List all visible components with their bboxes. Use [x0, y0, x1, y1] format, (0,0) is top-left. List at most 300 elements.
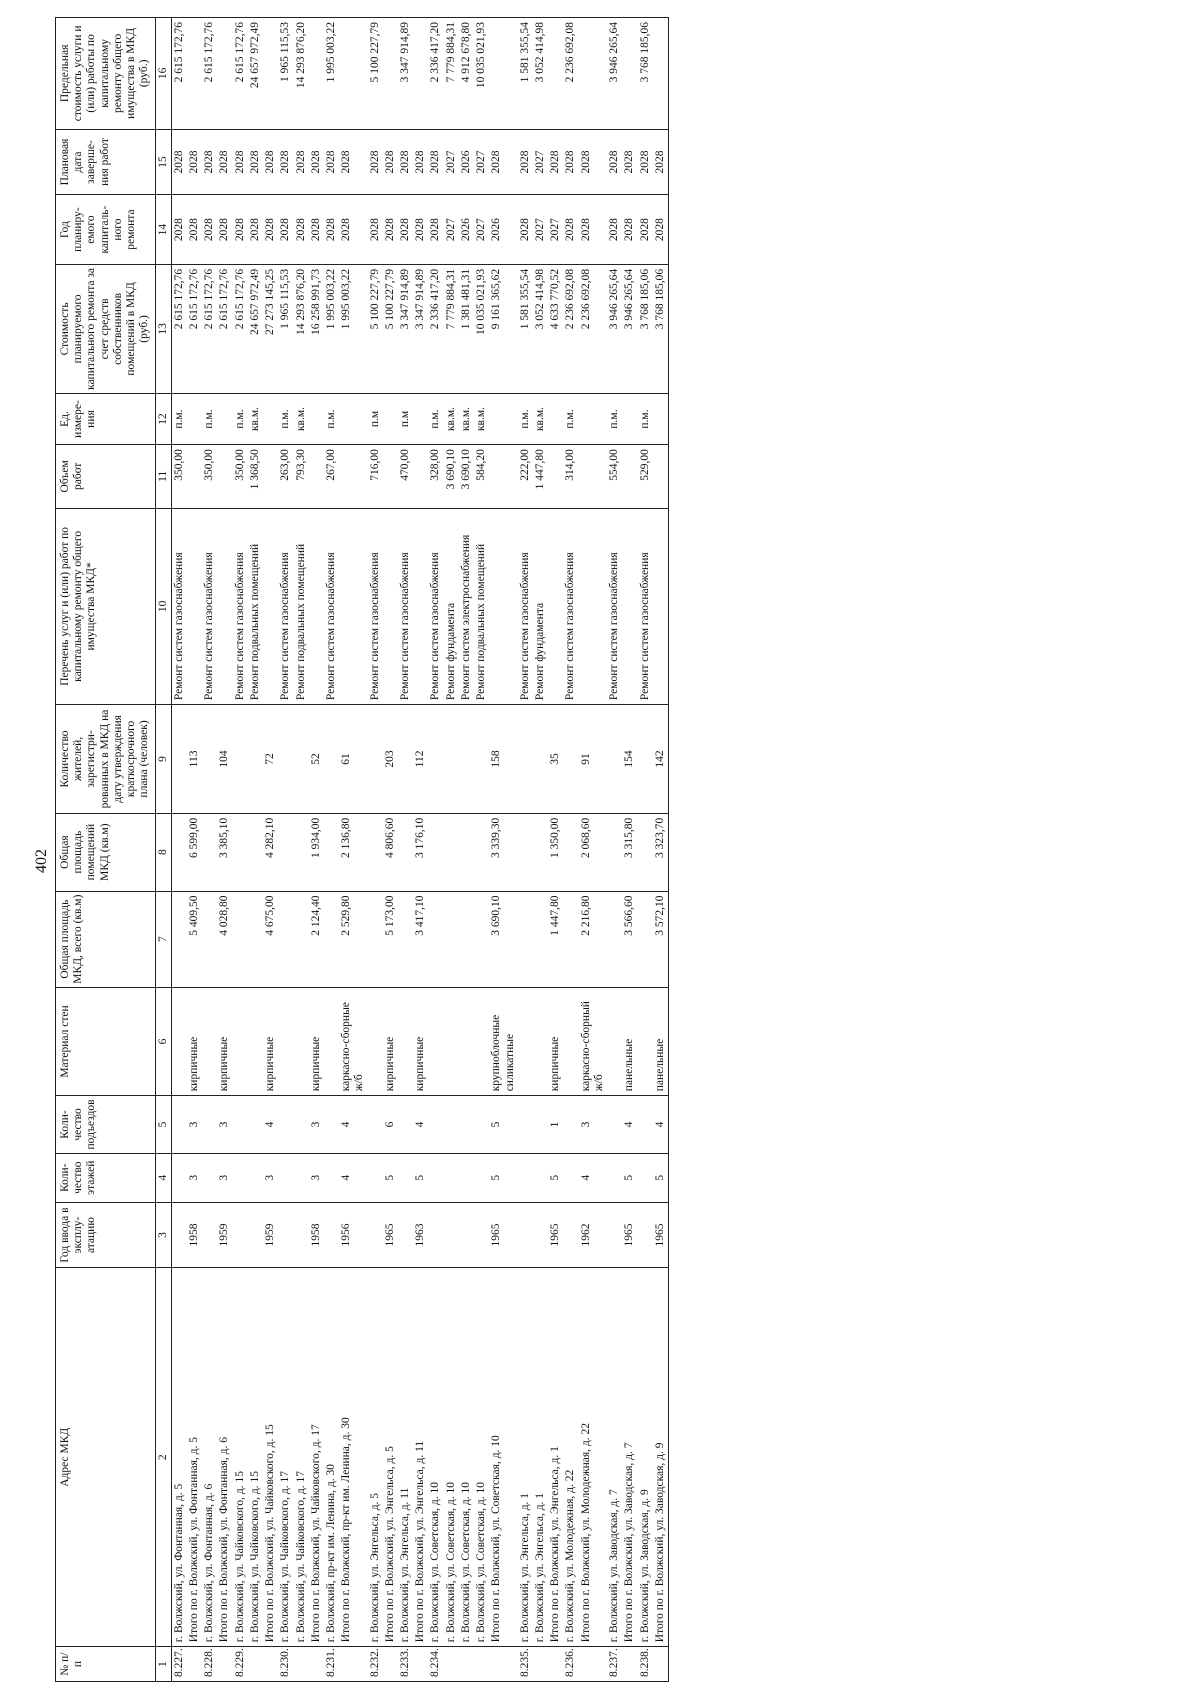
volume-cell: 3 690,10 — [444, 445, 459, 508]
unit-cell: п.м. — [638, 393, 653, 444]
row-number: 8.234. — [428, 1647, 443, 1682]
floors-cell: 4 — [579, 1153, 607, 1202]
column-number: 15 — [155, 129, 171, 195]
residents-cell: 154 — [622, 705, 637, 814]
year-cell — [428, 1202, 443, 1268]
table-row — [474, 18, 489, 1682]
total-area-cell: 5 409,50 — [187, 891, 202, 987]
table-row — [294, 18, 309, 1682]
total-area-cell — [638, 891, 653, 987]
work-type-cell: Ремонт систем газоснабжения — [518, 508, 533, 705]
year-cell — [233, 1202, 248, 1268]
limit-cost-cell: 2 615 172,76 — [171, 18, 187, 130]
year-cell — [171, 1202, 187, 1268]
entrances-cell — [233, 1096, 248, 1153]
work-type-cell: Ремонт подвальных помещений — [474, 508, 489, 705]
floors-cell — [248, 1153, 263, 1202]
year-cell: 1965 — [489, 1202, 517, 1268]
year-cell — [533, 1202, 548, 1268]
premises-area-cell: 3 323,70 — [653, 813, 669, 891]
column-header: Общая площадь помещений МКД (кв.м) — [56, 813, 156, 891]
limit-cost-cell: 7 779 884,31 — [444, 18, 459, 130]
address-cell: г. Волжский, ул. Советская, д. 10 — [474, 1268, 489, 1647]
work-type-cell — [579, 508, 607, 705]
table-row — [217, 18, 232, 1682]
floors-cell: 3 — [263, 1153, 278, 1202]
table-row — [233, 18, 248, 1682]
total-area-cell — [248, 891, 263, 987]
total-area-cell — [444, 891, 459, 987]
volume-cell: 350,00 — [171, 445, 187, 508]
work-type-cell: Ремонт фундамента — [533, 508, 548, 705]
address-cell: Итого по г. Волжский, ул. Энгельса, д. 11 — [413, 1268, 428, 1647]
residents-cell: 35 — [548, 705, 563, 814]
volume-cell — [339, 445, 367, 508]
planned-year-cell: 2026 — [489, 195, 517, 265]
end-date-cell: 2028 — [263, 129, 278, 195]
volume-cell — [548, 445, 563, 508]
year-cell: 1965 — [548, 1202, 563, 1268]
address-cell: г. Волжский, ул. Советская, д. 10 — [428, 1268, 443, 1647]
residents-cell: 112 — [413, 705, 428, 814]
total-area-cell: 5 173,00 — [383, 891, 398, 987]
entrances-cell: 4 — [263, 1096, 278, 1153]
table-row — [533, 18, 548, 1682]
address-cell: г. Волжский, ул. Фонтанная, д. 5 — [171, 1268, 187, 1647]
year-cell — [202, 1202, 217, 1268]
address-cell: г. Волжский, ул. Энгельса, д. 1 — [533, 1268, 548, 1647]
volume-cell — [653, 445, 669, 508]
row-number: 8.237. — [607, 1647, 622, 1682]
premises-area-cell — [368, 813, 383, 891]
row-number — [294, 1647, 309, 1682]
column-header: Год ввода в эксплу-атацию — [56, 1202, 156, 1268]
entrances-cell — [398, 1096, 413, 1153]
unit-cell: п.м. — [202, 393, 217, 444]
year-cell — [607, 1202, 622, 1268]
planned-year-cell: 2028 — [563, 195, 578, 265]
work-type-cell: Ремонт систем газоснабжения — [607, 508, 622, 705]
premises-area-cell: 3 176,10 — [413, 813, 428, 891]
cost-cell: 3 052 414,98 — [533, 264, 548, 393]
entrances-cell: 3 — [217, 1096, 232, 1153]
limit-cost-cell: 3 052 414,98 — [533, 18, 548, 130]
work-type-cell: Ремонт систем газоснабжения — [638, 508, 653, 705]
unit-cell: п.м. — [428, 393, 443, 444]
wall-material-cell: кирпичные — [413, 987, 428, 1096]
cost-cell: 3 946 265,64 — [622, 264, 637, 393]
residents-cell — [444, 705, 459, 814]
unit-cell — [489, 393, 517, 444]
address-cell: г. Волжский, ул. Заводская, д. 9 — [638, 1268, 653, 1647]
cost-cell: 3 347 914,89 — [413, 264, 428, 393]
row-number — [622, 1647, 637, 1682]
table-row — [489, 18, 517, 1682]
residents-cell — [474, 705, 489, 814]
row-number — [187, 1647, 202, 1682]
total-area-cell: 2 216,80 — [579, 891, 607, 987]
table-body — [171, 18, 668, 1682]
end-date-cell: 2027 — [444, 129, 459, 195]
unit-cell: кв.м. — [294, 393, 309, 444]
limit-cost-cell: 2 615 172,76 — [202, 18, 217, 130]
year-cell: 1959 — [217, 1202, 232, 1268]
year-cell: 1965 — [622, 1202, 637, 1268]
end-date-cell: 2028 — [202, 129, 217, 195]
volume-cell: 554,00 — [607, 445, 622, 508]
address-cell: г. Волжский, ул. Чайковского, д. 15 — [248, 1268, 263, 1647]
end-date-cell: 2028 — [579, 129, 607, 195]
end-date-cell: 2028 — [368, 129, 383, 195]
table-row — [622, 18, 637, 1682]
limit-cost-cell: 2 615 172,76 — [233, 18, 248, 130]
end-date-cell: 2028 — [278, 129, 293, 195]
residents-cell: 61 — [339, 705, 367, 814]
floors-cell: 4 — [339, 1153, 367, 1202]
entrances-cell: 4 — [339, 1096, 367, 1153]
table-row — [459, 18, 474, 1682]
wall-material-cell — [518, 987, 533, 1096]
planned-year-cell: 2028 — [233, 195, 248, 265]
residents-cell: 142 — [653, 705, 669, 814]
floors-cell — [518, 1153, 533, 1202]
volume-cell: 470,00 — [398, 445, 413, 508]
total-area-cell: 4 675,00 — [263, 891, 278, 987]
page-number: 402 — [33, 849, 50, 873]
premises-area-cell: 2 136,80 — [339, 813, 367, 891]
total-area-cell — [398, 891, 413, 987]
premises-area-cell: 6 599,00 — [187, 813, 202, 891]
end-date-cell: 2028 — [171, 129, 187, 195]
table-row — [248, 18, 263, 1682]
wall-material-cell — [324, 987, 339, 1096]
premises-area-cell — [324, 813, 339, 891]
floors-cell — [233, 1153, 248, 1202]
residents-cell — [278, 705, 293, 814]
residents-cell: 158 — [489, 705, 517, 814]
cost-cell: 1 995 003,22 — [324, 264, 339, 393]
total-area-cell — [607, 891, 622, 987]
end-date-cell: 2028 — [339, 129, 367, 195]
cost-cell: 3 768 185,06 — [653, 264, 669, 393]
residents-cell — [563, 705, 578, 814]
entrances-cell — [368, 1096, 383, 1153]
floors-cell: 5 — [489, 1153, 517, 1202]
work-type-cell: Ремонт систем газоснабжения — [233, 508, 248, 705]
end-date-cell: 2028 — [309, 129, 324, 195]
entrances-cell — [533, 1096, 548, 1153]
floors-cell — [428, 1153, 443, 1202]
cost-cell: 5 100 227,79 — [383, 264, 398, 393]
year-cell: 1963 — [413, 1202, 428, 1268]
cost-cell: 1 995 003,22 — [339, 264, 367, 393]
end-date-cell: 2028 — [248, 129, 263, 195]
address-cell: Итого по г. Волжский, ул. Советская, д. 10 — [489, 1268, 517, 1647]
volume-cell: 1 368,50 — [248, 445, 263, 508]
end-date-cell: 2028 — [622, 129, 637, 195]
floors-cell — [459, 1153, 474, 1202]
planned-year-cell: 2027 — [548, 195, 563, 265]
entrances-cell — [324, 1096, 339, 1153]
end-date-cell: 2028 — [398, 129, 413, 195]
year-cell — [248, 1202, 263, 1268]
row-number — [474, 1647, 489, 1682]
total-area-cell: 1 447,80 — [548, 891, 563, 987]
volume-cell: 350,00 — [233, 445, 248, 508]
unit-cell — [263, 393, 278, 444]
planned-year-cell: 2028 — [518, 195, 533, 265]
planned-year-cell: 2028 — [653, 195, 669, 265]
entrances-cell — [607, 1096, 622, 1153]
volume-cell — [309, 445, 324, 508]
table-row — [383, 18, 398, 1682]
limit-cost-cell: 10 035 021,93 — [474, 18, 489, 130]
total-area-cell — [324, 891, 339, 987]
unit-cell: п.м. — [324, 393, 339, 444]
volume-cell — [217, 445, 232, 508]
work-type-cell — [548, 508, 563, 705]
planned-year-cell: 2028 — [413, 195, 428, 265]
unit-cell: кв.м. — [248, 393, 263, 444]
volume-cell: 3 690,10 — [459, 445, 474, 508]
entrances-cell — [518, 1096, 533, 1153]
residents-cell — [518, 705, 533, 814]
year-cell: 1965 — [383, 1202, 398, 1268]
entrances-cell — [459, 1096, 474, 1153]
planned-year-cell: 2028 — [187, 195, 202, 265]
row-number: 8.227. — [171, 1647, 187, 1682]
unit-cell — [548, 393, 563, 444]
unit-cell — [217, 393, 232, 444]
capital-repair-table — [55, 17, 669, 1682]
year-cell — [459, 1202, 474, 1268]
premises-area-cell — [444, 813, 459, 891]
year-cell: 1958 — [187, 1202, 202, 1268]
volume-cell: 328,00 — [428, 445, 443, 508]
planned-year-cell: 2026 — [459, 195, 474, 265]
premises-area-cell: 3 385,10 — [217, 813, 232, 891]
year-cell — [563, 1202, 578, 1268]
end-date-cell: 2028 — [518, 129, 533, 195]
floors-cell: 3 — [217, 1153, 232, 1202]
floors-cell: 5 — [548, 1153, 563, 1202]
column-header: № п/п — [56, 1647, 156, 1682]
address-cell: г. Волжский, пр-кт им. Ленина, д. 30 — [324, 1268, 339, 1647]
floors-cell — [398, 1153, 413, 1202]
floors-cell — [444, 1153, 459, 1202]
planned-year-cell: 2028 — [607, 195, 622, 265]
residents-cell — [202, 705, 217, 814]
limit-cost-cell: 4 912 678,80 — [459, 18, 474, 130]
work-type-cell: Ремонт систем газоснабжения — [278, 508, 293, 705]
column-number: 4 — [155, 1153, 171, 1202]
limit-cost-cell — [383, 18, 398, 130]
wall-material-cell — [459, 987, 474, 1096]
total-area-cell — [518, 891, 533, 987]
unit-cell — [187, 393, 202, 444]
entrances-cell: 4 — [622, 1096, 637, 1153]
wall-material-cell — [563, 987, 578, 1096]
address-cell: г. Волжский, ул. Энгельса, д. 11 — [398, 1268, 413, 1647]
end-date-cell: 2028 — [638, 129, 653, 195]
floors-cell — [533, 1153, 548, 1202]
address-cell: Итого по г. Волжский, ул. Фонтанная, д. 5 — [187, 1268, 202, 1647]
wall-material-cell — [398, 987, 413, 1096]
premises-area-cell — [563, 813, 578, 891]
wall-material-cell: кирпичные — [217, 987, 232, 1096]
year-cell: 1959 — [263, 1202, 278, 1268]
unit-cell: п.м. — [563, 393, 578, 444]
limit-cost-cell: 1 965 115,53 — [278, 18, 293, 130]
row-number: 8.238. — [638, 1647, 653, 1682]
unit-cell: кв.м. — [474, 393, 489, 444]
year-cell: 1962 — [579, 1202, 607, 1268]
wall-material-cell — [233, 987, 248, 1096]
column-number: 9 — [155, 705, 171, 814]
residents-cell — [607, 705, 622, 814]
work-type-cell: Ремонт подвальных помещений — [294, 508, 309, 705]
premises-area-cell — [518, 813, 533, 891]
limit-cost-cell — [413, 18, 428, 130]
column-header: Количество жителей, зарегистри-рованных в МКД на дату утверждения краткосрочного плана (человек) — [56, 705, 156, 814]
limit-cost-cell — [653, 18, 669, 130]
wall-material-cell — [533, 987, 548, 1096]
table-row — [563, 18, 578, 1682]
entrances-cell — [444, 1096, 459, 1153]
limit-cost-cell: 3 768 185,06 — [638, 18, 653, 130]
planned-year-cell: 2028 — [368, 195, 383, 265]
work-type-cell: Ремонт систем газоснабжения — [202, 508, 217, 705]
premises-area-cell — [171, 813, 187, 891]
floors-cell: 5 — [413, 1153, 428, 1202]
unit-cell — [339, 393, 367, 444]
row-number — [444, 1647, 459, 1682]
address-cell: Итого по г. Волжский, ул. Чайковского, д. 15 — [263, 1268, 278, 1647]
premises-area-cell — [233, 813, 248, 891]
premises-area-cell: 1 934,00 — [309, 813, 324, 891]
wall-material-cell — [278, 987, 293, 1096]
cost-cell: 2 615 172,76 — [202, 264, 217, 393]
column-header: Ед. измере-ния — [56, 393, 156, 444]
limit-cost-cell — [217, 18, 232, 130]
planned-year-cell: 2028 — [248, 195, 263, 265]
floors-cell — [607, 1153, 622, 1202]
floors-cell — [294, 1153, 309, 1202]
premises-area-cell — [398, 813, 413, 891]
work-type-cell — [217, 508, 232, 705]
residents-cell — [324, 705, 339, 814]
entrances-cell — [278, 1096, 293, 1153]
entrances-cell — [638, 1096, 653, 1153]
work-type-cell — [309, 508, 324, 705]
table-row — [653, 18, 669, 1682]
entrances-cell — [474, 1096, 489, 1153]
table-row — [263, 18, 278, 1682]
end-date-cell: 2028 — [548, 129, 563, 195]
limit-cost-cell — [339, 18, 367, 130]
address-cell: Итого по г. Волжский, ул. Молодежная, д. 22 — [579, 1268, 607, 1647]
unit-cell — [383, 393, 398, 444]
premises-area-cell: 1 350,00 — [548, 813, 563, 891]
residents-cell — [171, 705, 187, 814]
cost-cell: 1 581 355,54 — [518, 264, 533, 393]
year-cell — [368, 1202, 383, 1268]
wall-material-cell — [368, 987, 383, 1096]
planned-year-cell: 2028 — [339, 195, 367, 265]
column-header: Предельная стоимость услуги и (или) работы по капитальному ремонту общего имущества в МКД (руб.) — [56, 18, 156, 130]
year-cell — [398, 1202, 413, 1268]
planned-year-cell: 2028 — [294, 195, 309, 265]
planned-year-cell: 2028 — [202, 195, 217, 265]
total-area-cell: 4 028,80 — [217, 891, 232, 987]
premises-area-cell — [459, 813, 474, 891]
work-type-cell — [263, 508, 278, 705]
residents-cell — [638, 705, 653, 814]
floors-cell — [202, 1153, 217, 1202]
column-header: Объем работ — [56, 445, 156, 508]
cost-cell: 2 615 172,76 — [187, 264, 202, 393]
work-type-cell — [413, 508, 428, 705]
end-date-cell: 2028 — [383, 129, 398, 195]
end-date-cell: 2026 — [459, 129, 474, 195]
volume-cell: 529,00 — [638, 445, 653, 508]
address-cell: Итого по г. Волжский, ул. Энгельса, д. 5 — [383, 1268, 398, 1647]
limit-cost-cell — [622, 18, 637, 130]
end-date-cell: 2028 — [294, 129, 309, 195]
column-number: 2 — [155, 1268, 171, 1647]
limit-cost-cell — [309, 18, 324, 130]
work-type-cell: Ремонт систем газоснабжения — [563, 508, 578, 705]
unit-cell: кв.м. — [444, 393, 459, 444]
planned-year-cell: 2028 — [398, 195, 413, 265]
planned-year-cell: 2028 — [309, 195, 324, 265]
floors-cell: 5 — [653, 1153, 669, 1202]
work-type-cell: Ремонт систем газоснабжения — [171, 508, 187, 705]
total-area-cell — [233, 891, 248, 987]
address-cell: Итого по г. Волжский, ул. Заводская, д. 9 — [653, 1268, 669, 1647]
total-area-cell — [171, 891, 187, 987]
residents-cell — [398, 705, 413, 814]
column-number: 10 — [155, 508, 171, 705]
table-row — [398, 18, 413, 1682]
cost-cell: 27 273 145,25 — [263, 264, 278, 393]
total-area-cell: 3 417,10 — [413, 891, 428, 987]
planned-year-cell: 2028 — [383, 195, 398, 265]
wall-material-cell — [607, 987, 622, 1096]
cost-cell: 9 161 365,62 — [489, 264, 517, 393]
unit-cell — [309, 393, 324, 444]
table-row — [339, 18, 367, 1682]
row-number — [217, 1647, 232, 1682]
floors-cell: 5 — [383, 1153, 398, 1202]
total-area-cell — [533, 891, 548, 987]
premises-area-cell: 3 315,80 — [622, 813, 637, 891]
address-cell: г. Волжский, ул. Чайковского, д. 17 — [278, 1268, 293, 1647]
unit-cell — [653, 393, 669, 444]
planned-year-cell: 2028 — [263, 195, 278, 265]
volume-cell — [489, 445, 517, 508]
year-cell — [518, 1202, 533, 1268]
column-header: Стоимость планируемого капитального ремонта за счет средств собственников помещений в МКД (руб.) — [56, 264, 156, 393]
entrances-cell — [248, 1096, 263, 1153]
cost-cell: 1 381 481,31 — [459, 264, 474, 393]
volume-cell: 267,00 — [324, 445, 339, 508]
wall-material-cell — [444, 987, 459, 1096]
unit-cell: п.м — [368, 393, 383, 444]
row-number — [413, 1647, 428, 1682]
entrances-cell: 4 — [653, 1096, 669, 1153]
floors-cell: 5 — [622, 1153, 637, 1202]
